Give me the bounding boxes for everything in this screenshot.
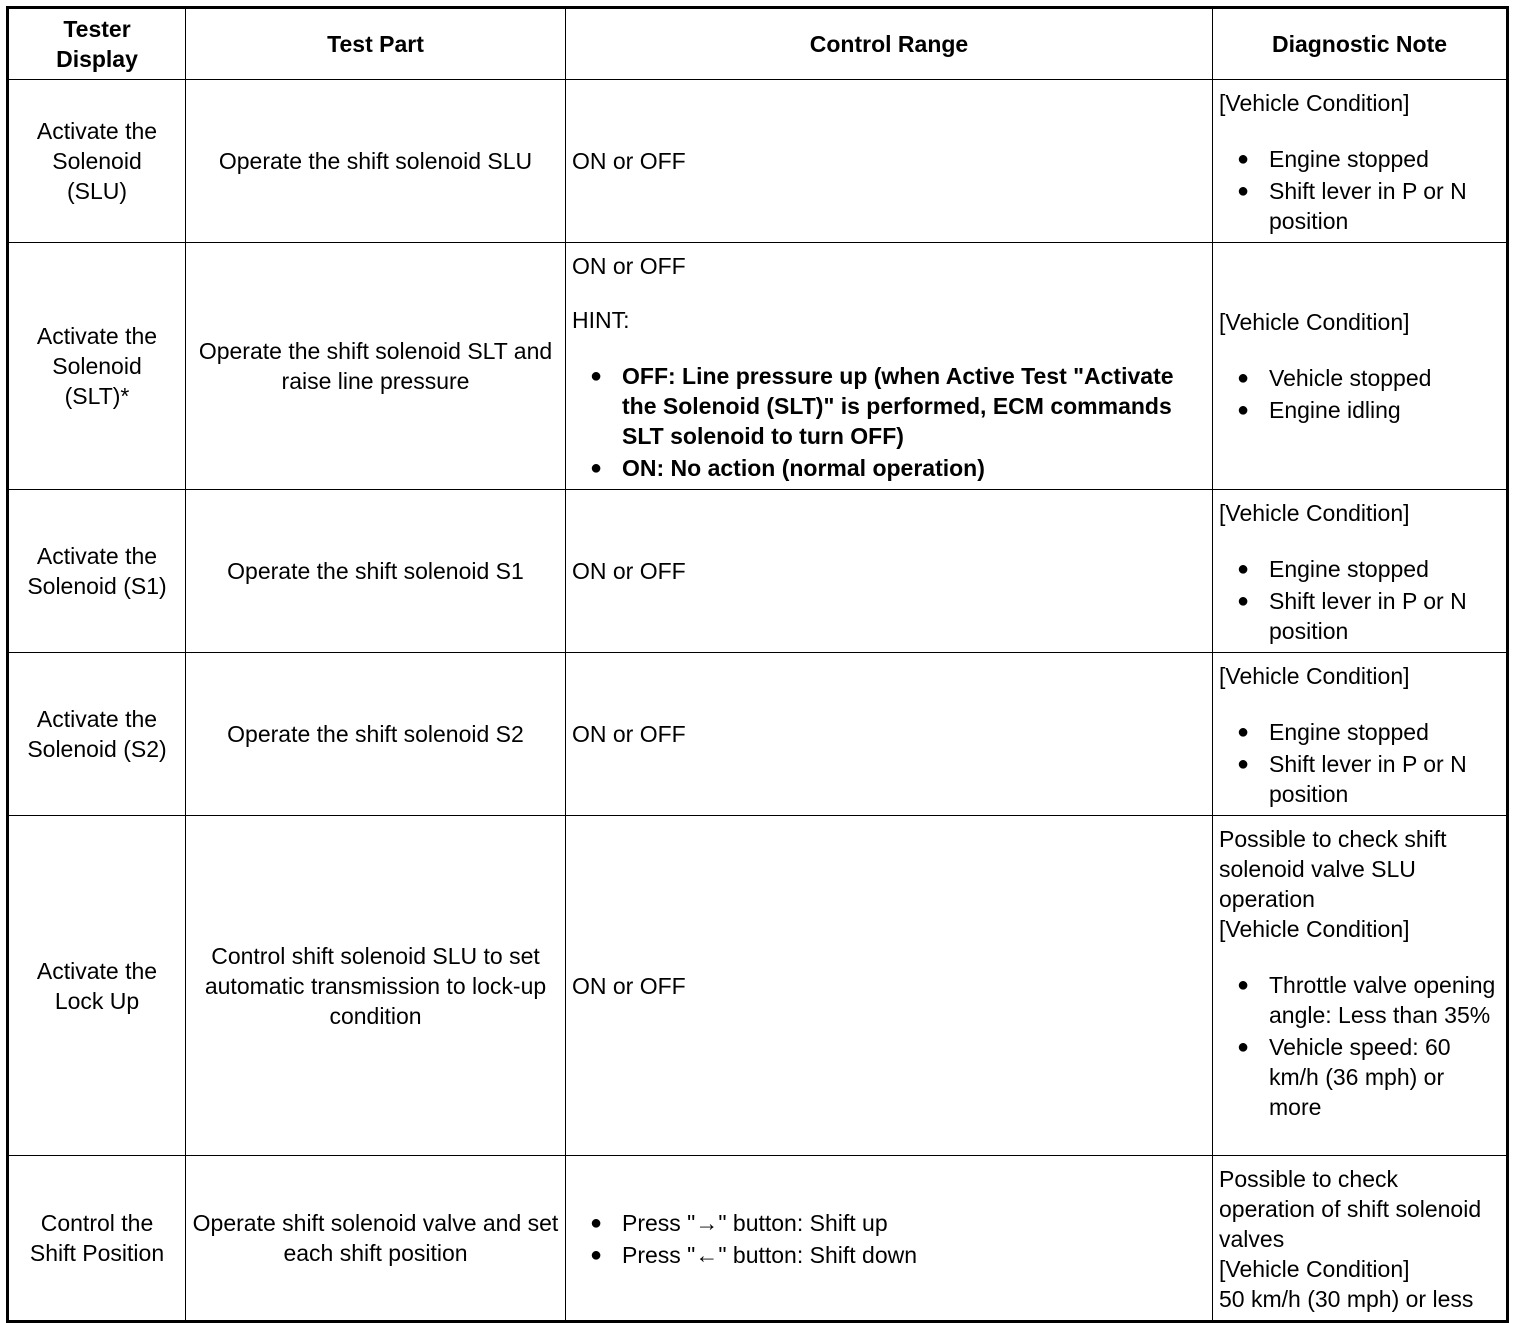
note-label: [Vehicle Condition]	[1219, 916, 1410, 942]
header-row	[8, 8, 1508, 80]
diagnostic-note-cell	[1213, 1156, 1508, 1322]
tester-display-cell	[8, 490, 186, 653]
note-list	[1219, 363, 1500, 425]
diagnostic-note-cell	[1213, 816, 1508, 1156]
table-row	[8, 653, 1508, 816]
table-row	[8, 80, 1508, 243]
table-row	[8, 816, 1508, 1156]
diagnostic-note-cell	[1213, 80, 1508, 243]
header-tester-display	[8, 8, 186, 80]
list-item: ● Throttle valve opening angle: Less than 35%	[1219, 970, 1500, 1030]
control-range-cell: ON or OFF	[566, 80, 1213, 243]
test-part-cell: Operate the shift solenoid S1	[186, 490, 566, 653]
header-test-part: Test Part	[186, 8, 566, 80]
list-item: ● Vehicle speed: 60 km/h (36 mph) or more	[1219, 1032, 1500, 1122]
test-part-cell: Operate shift solenoid valve and set each shift position	[186, 1156, 566, 1322]
list-item: ● Engine stopped	[1219, 554, 1500, 584]
test-part-cell: Operate the shift solenoid SLU	[186, 80, 566, 243]
tester-display-text: Control the Shift Position	[29, 1210, 165, 1266]
note-list	[1219, 144, 1500, 236]
note-tail: 50 km/h (30 mph) or less	[1219, 1286, 1474, 1312]
test-part-cell: Operate the shift solenoid S2	[186, 653, 566, 816]
test-part-cell: Control shift solenoid SLU to set automatic transmission to lock-up condition	[186, 816, 566, 1156]
note-label: [Vehicle Condition]	[1219, 1256, 1410, 1282]
range-list	[572, 1208, 1206, 1270]
list-item: ● OFF: Line pressure up (when Active Test "Activate the Solenoid (SLT)" is performed, ECM commands SLT solenoid to turn OFF)	[572, 361, 1206, 451]
hint-label: HINT:	[572, 307, 630, 333]
list-item: ● Engine stopped	[1219, 144, 1500, 174]
note-list	[1219, 717, 1500, 809]
list-item: ● Press "←" button: Shift down	[572, 1240, 1206, 1270]
header-control-range: Control Range	[566, 8, 1213, 80]
note-label: [Vehicle Condition]	[1219, 309, 1410, 335]
control-range-cell	[566, 1156, 1213, 1322]
tester-display-cell	[8, 80, 186, 243]
diagnostic-note-cell	[1213, 243, 1508, 490]
tester-display-text: Activate the Solenoid (SLT)*	[36, 323, 158, 409]
control-range-cell	[566, 243, 1213, 490]
list-item: ● Engine stopped	[1219, 717, 1500, 747]
active-test-table	[6, 6, 1509, 1323]
control-range-value: ON or OFF	[572, 253, 686, 279]
tester-display-text: Activate the Solenoid (S2)	[27, 706, 167, 762]
list-item: ● ON: No action (normal operation)	[572, 453, 1206, 483]
list-item: ● Shift lever in P or N position	[1219, 749, 1500, 809]
tester-display-text: Activate the Lock Up	[36, 957, 158, 1014]
hint-list	[572, 361, 1206, 483]
diagnostic-note-cell	[1213, 653, 1508, 816]
note-intro: Possible to check shift solenoid valve SLU operation	[1219, 826, 1447, 912]
tester-display-text: Activate the Solenoid (S1)	[27, 543, 167, 599]
control-range-cell: ON or OFF	[566, 816, 1213, 1156]
list-item: ● Engine idling	[1219, 395, 1500, 425]
diagnostic-note-cell	[1213, 490, 1508, 653]
note-label: [Vehicle Condition]	[1219, 500, 1410, 526]
note-list	[1219, 554, 1500, 646]
header-tester-display-text: Tester Display	[56, 16, 138, 72]
list-item: ● Shift lever in P or N position	[1219, 586, 1500, 646]
list-item: ● Vehicle stopped	[1219, 363, 1500, 393]
list-item: ● Press "→" button: Shift up	[572, 1208, 1206, 1238]
control-range-cell: ON or OFF	[566, 653, 1213, 816]
test-part-cell: Operate the shift solenoid SLT and raise line pressure	[186, 243, 566, 490]
note-list	[1219, 970, 1500, 1122]
note-intro: Possible to check operation of shift solenoid valves	[1219, 1166, 1482, 1252]
control-range-cell: ON or OFF	[566, 490, 1213, 653]
tester-display-cell	[8, 243, 186, 490]
tester-display-cell	[8, 1156, 186, 1322]
table-row	[8, 490, 1508, 653]
tester-display-cell	[8, 816, 186, 1156]
header-diagnostic-note: Diagnostic Note	[1213, 8, 1508, 80]
list-item: ● Shift lever in P or N position	[1219, 176, 1500, 236]
note-label: [Vehicle Condition]	[1219, 90, 1410, 116]
note-label: [Vehicle Condition]	[1219, 663, 1410, 689]
table-row	[8, 243, 1508, 490]
tester-display-text: Activate the Solenoid (SLU)	[36, 118, 158, 204]
table-row	[8, 1156, 1508, 1322]
tester-display-cell	[8, 653, 186, 816]
